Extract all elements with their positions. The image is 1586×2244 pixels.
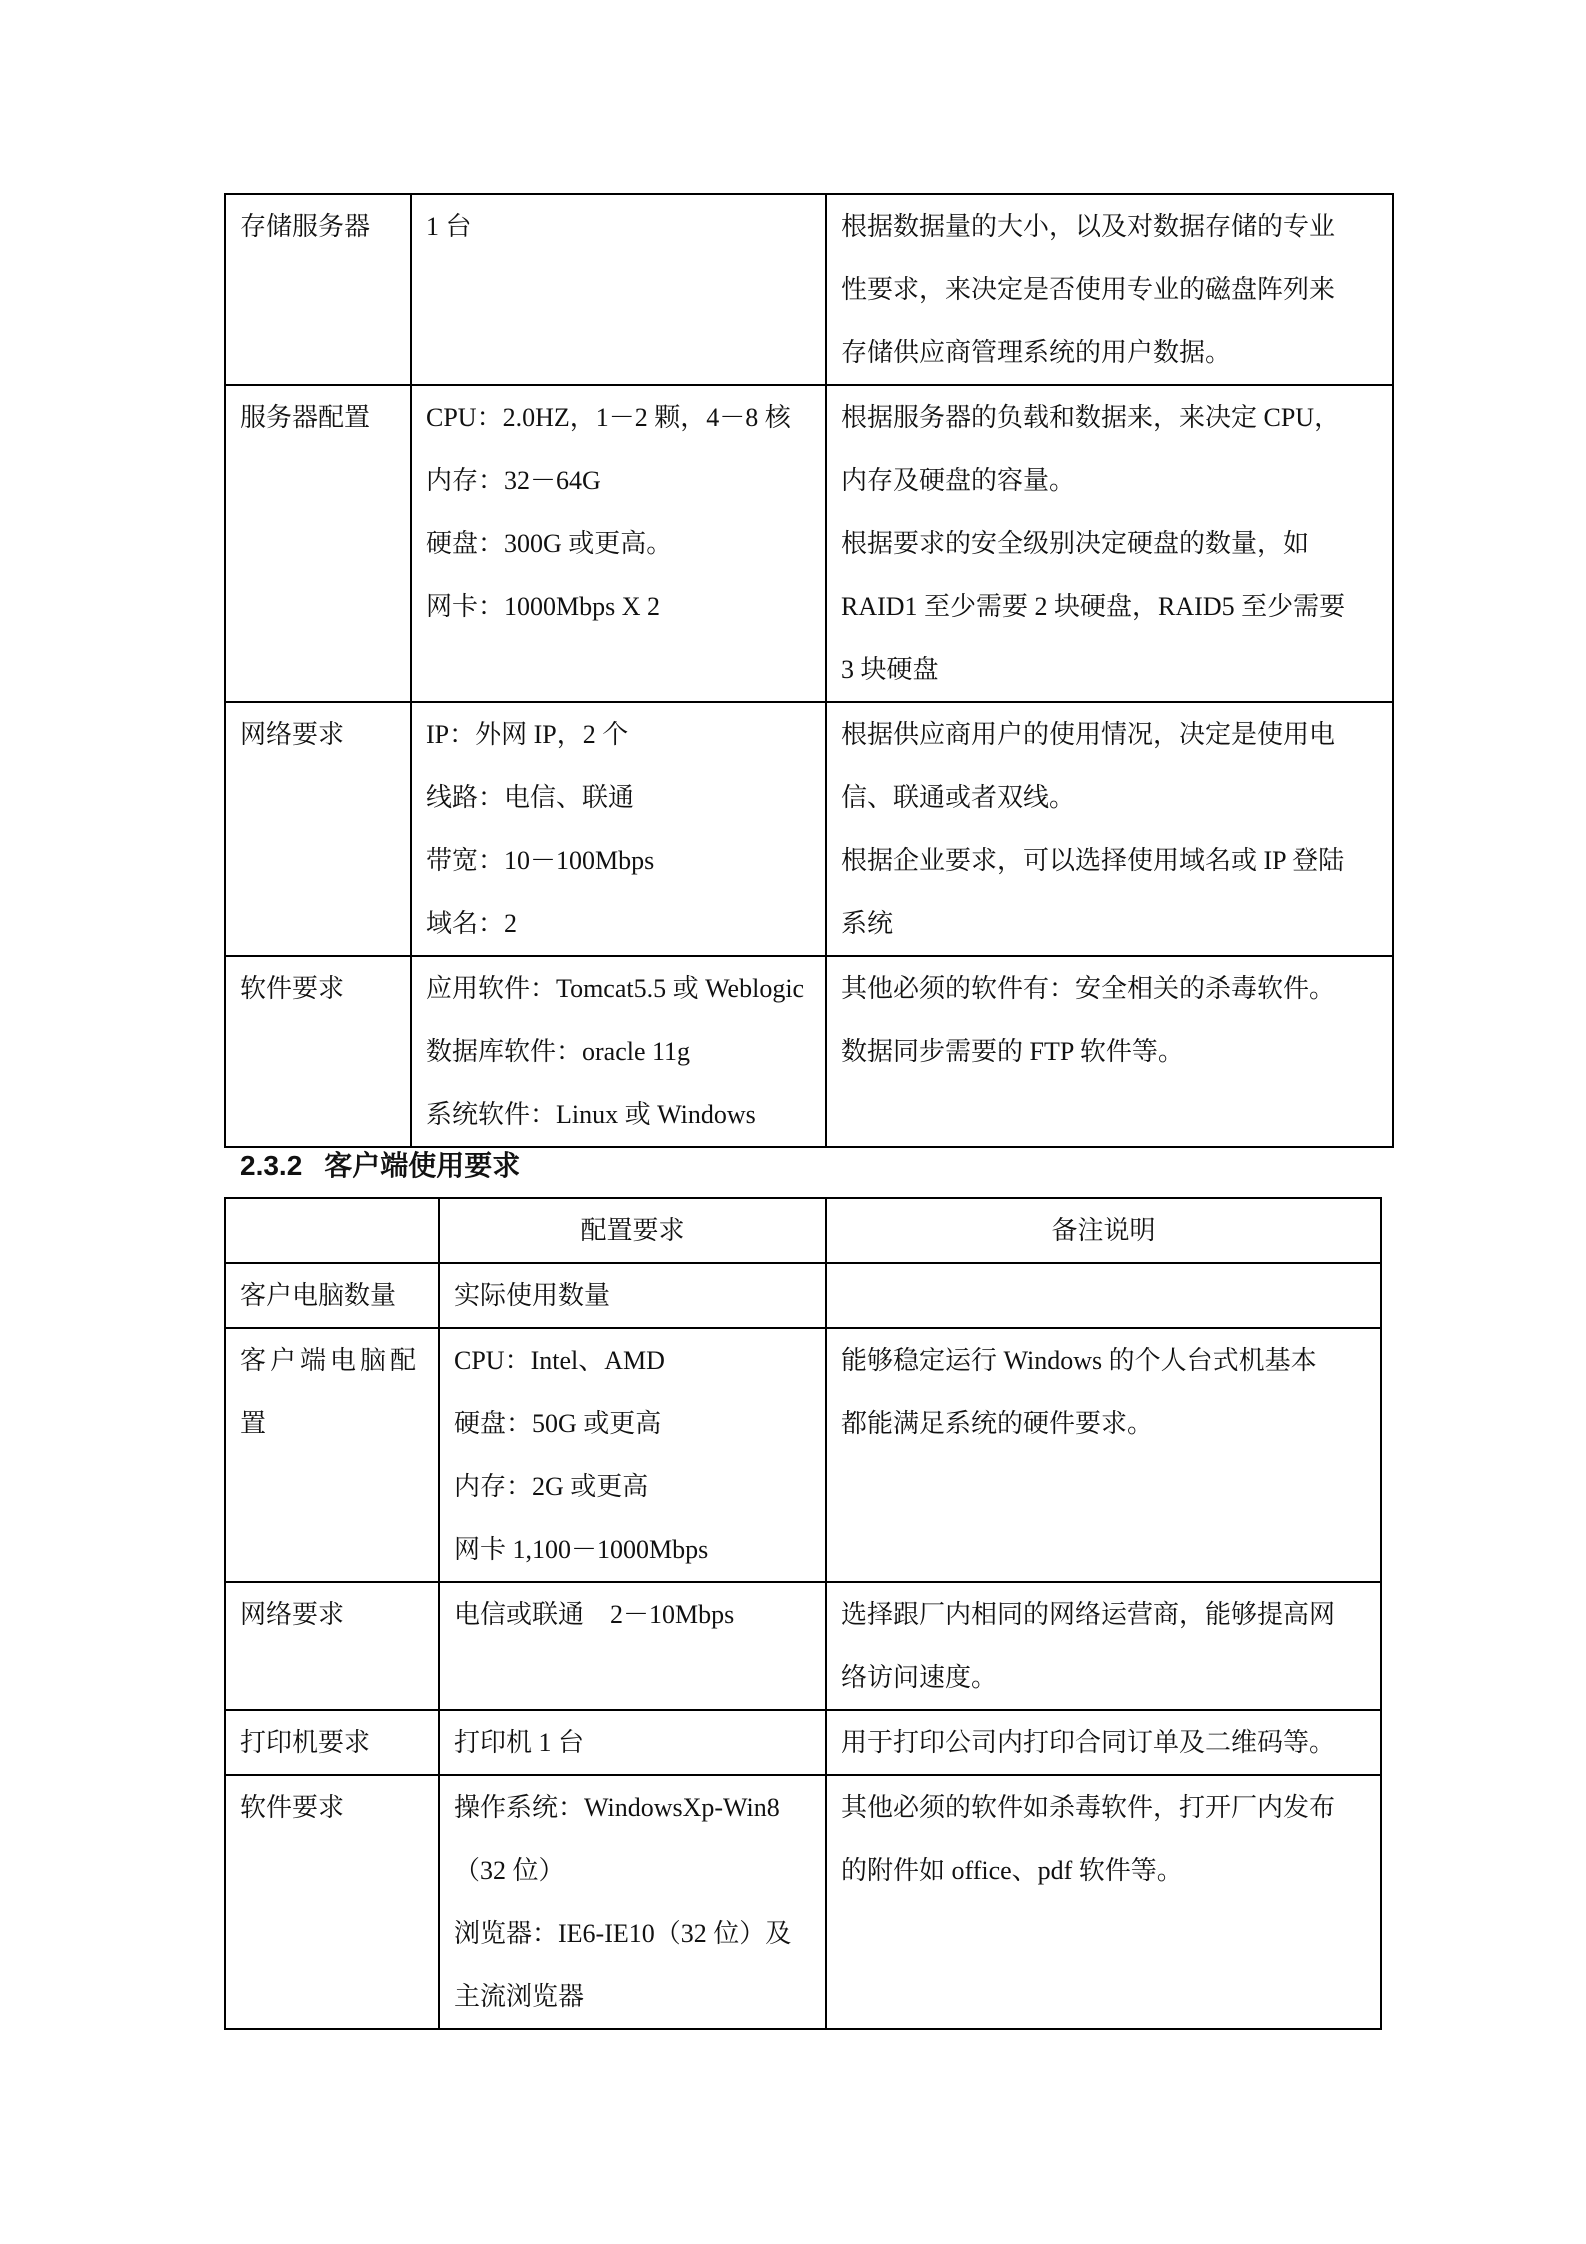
column-header-config: 配置要求: [439, 1198, 826, 1263]
config-cell: CPU：2.0HZ，1－2 颗，4－8 核 内存：32－64G 硬盘：300G 或更高。 网卡：1000Mbps X 2: [411, 385, 826, 702]
config-cell: 打印机 1 台: [439, 1710, 826, 1775]
config-cell: 应用软件：Tomcat5.5 或 Weblogic 数据库软件：oracle 11g 系统软件：Linux 或 Windows: [411, 956, 826, 1147]
row-label: 软件要求: [225, 956, 411, 1147]
config-cell: 操作系统：WindowsXp-Win8 （32 位） 浏览器：IE6-IE10（32 位）及 主流浏览器: [439, 1775, 826, 2029]
column-header-blank: [225, 1198, 439, 1263]
notes-cell: 用于打印公司内打印合同订单及二维码等。: [826, 1710, 1381, 1775]
row-label: 网络要求: [225, 702, 411, 956]
table-row: [225, 385, 1393, 702]
notes-cell: 根据服务器的负载和数据来，来决定 CPU， 内存及硬盘的容量。 根据要求的安全级别决定硬盘的数量，如 RAID1 至少需要 2 块硬盘，RAID5 至少需要 3 块硬盘: [826, 385, 1393, 702]
table-row: [225, 1328, 1381, 1582]
row-label: 服务器配置: [225, 385, 411, 702]
table-row: [225, 1710, 1381, 1775]
row-label: 网络要求: [225, 1582, 439, 1710]
table-row: [225, 702, 1393, 956]
client-requirements-table: [224, 1197, 1382, 2030]
row-label: 存储服务器: [225, 194, 411, 385]
table-row: [225, 1775, 1381, 2029]
notes-cell: 根据供应商用户的使用情况，决定是使用电 信、联通或者双线。 根据企业要求，可以选择使用域名或 IP 登陆 系统: [826, 702, 1393, 956]
row-label: 软件要求: [225, 1775, 439, 2029]
table-row: [225, 956, 1393, 1147]
notes-cell: [826, 1263, 1381, 1328]
section-title: 客户端使用要求: [324, 1150, 521, 1181]
row-label: 客户电脑数量: [225, 1263, 439, 1328]
notes-cell: 其他必须的软件有：安全相关的杀毒软件。 数据同步需要的 FTP 软件等。: [826, 956, 1393, 1147]
notes-cell: 选择跟厂内相同的网络运营商，能够提高网 络访问速度。: [826, 1582, 1381, 1710]
server-requirements-table: [224, 193, 1394, 1148]
config-cell: 电信或联通 2－10Mbps: [439, 1582, 826, 1710]
table-row: [225, 194, 1393, 385]
column-header-notes: 备注说明: [826, 1198, 1381, 1263]
section-heading: [240, 1146, 520, 1186]
table-row: [225, 1582, 1381, 1710]
table-header-row: [225, 1198, 1381, 1263]
notes-cell: 其他必须的软件如杀毒软件，打开厂内发布 的附件如 office、pdf 软件等。: [826, 1775, 1381, 2029]
row-label: 客户端电脑配 置: [225, 1328, 439, 1582]
table-row: [225, 1263, 1381, 1328]
notes-cell: 能够稳定运行 Windows 的个人台式机基本 都能满足系统的硬件要求。: [826, 1328, 1381, 1582]
config-cell: IP：外网 IP，2 个 线路：电信、联通 带宽：10－100Mbps 域名：2: [411, 702, 826, 956]
section-number: 2.3.2: [240, 1150, 303, 1181]
config-cell: CPU：Intel、AMD 硬盘：50G 或更高 内存：2G 或更高 网卡 1,100－1000Mbps: [439, 1328, 826, 1582]
notes-cell: 根据数据量的大小，以及对数据存储的专业 性要求，来决定是否使用专业的磁盘阵列来 存储供应商管理系统的用户数据。: [826, 194, 1393, 385]
config-cell: 实际使用数量: [439, 1263, 826, 1328]
config-cell: 1 台: [411, 194, 826, 385]
row-label: 打印机要求: [225, 1710, 439, 1775]
